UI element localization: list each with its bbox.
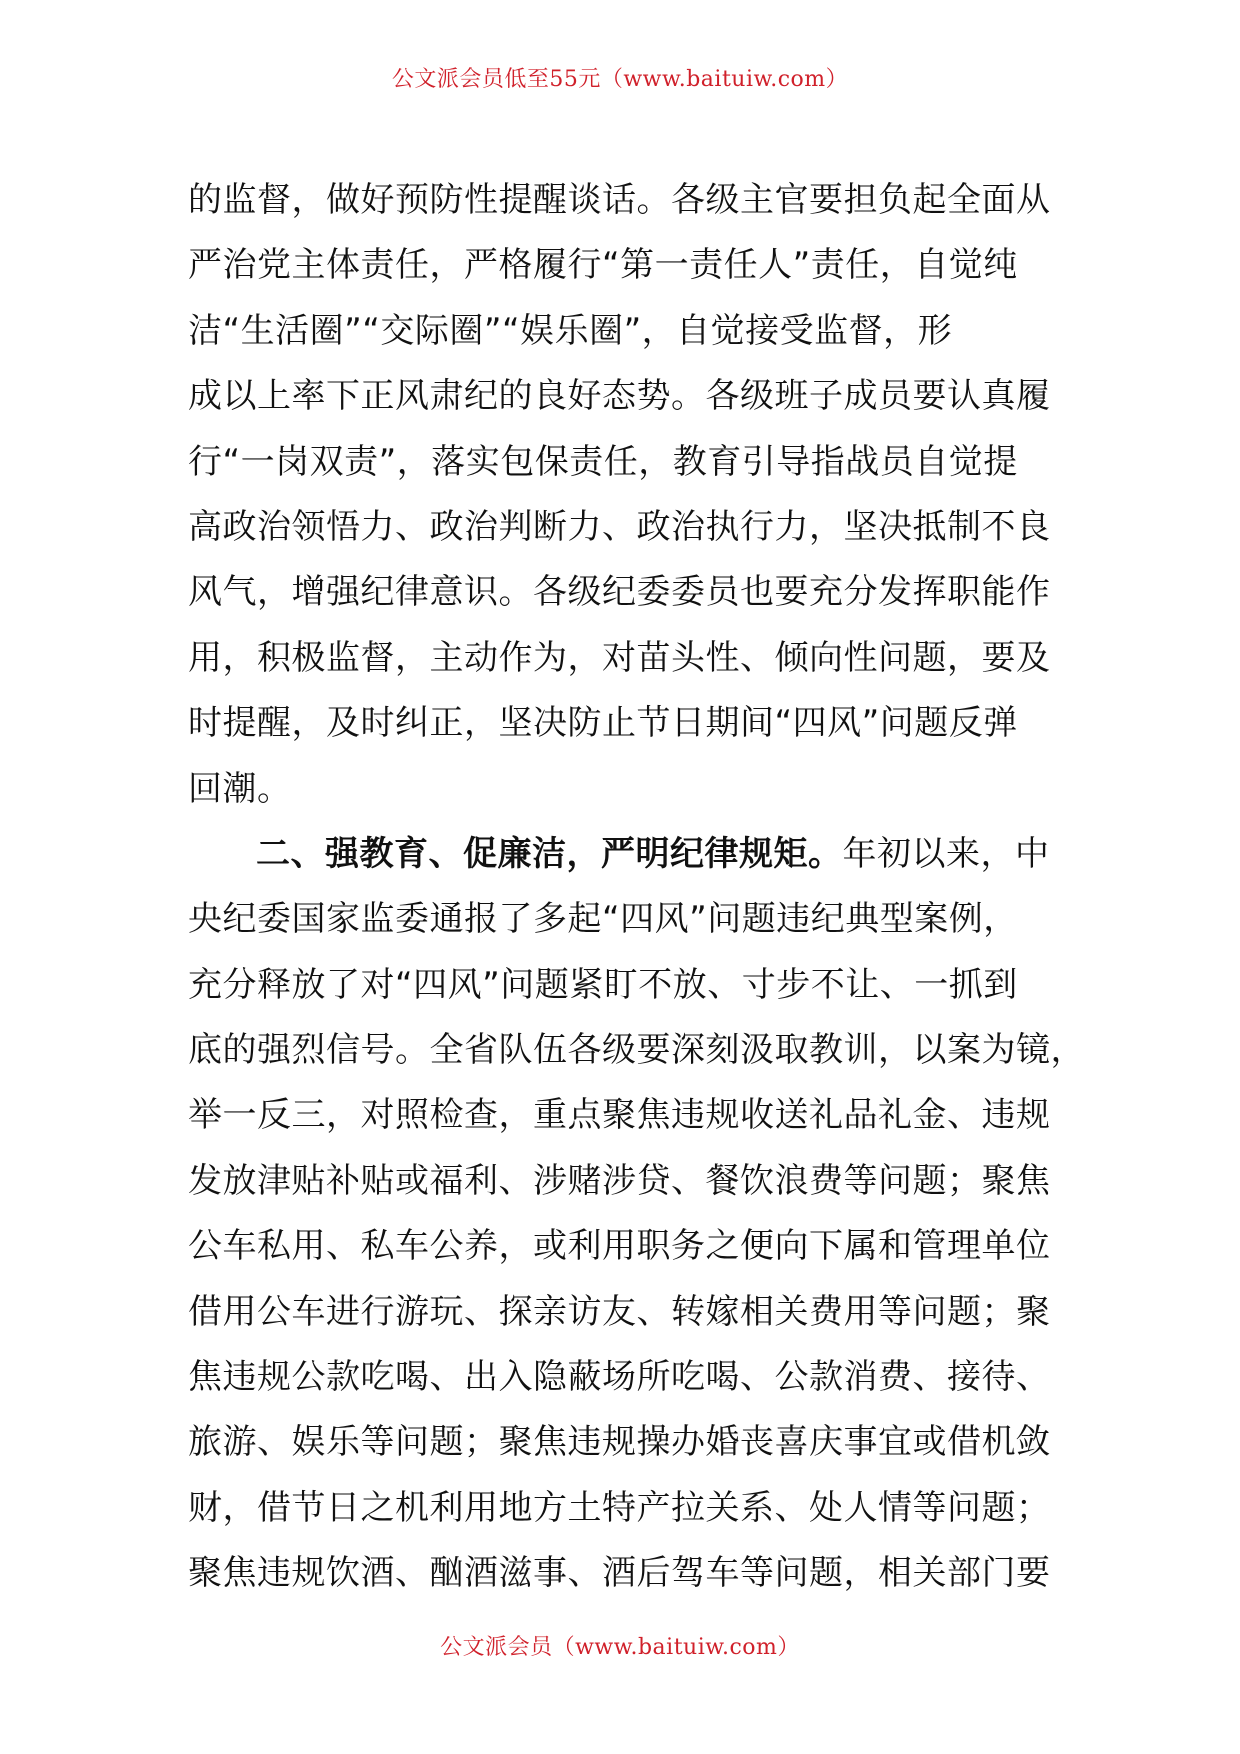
body-line: 央纪委国家监委通报了多起“四风”问题违纪典型案例， — [188, 899, 1018, 940]
document-body — [188, 168, 1085, 1607]
footer-watermark-banner: 公文派会员（www.baituiw.com） — [440, 1635, 800, 1660]
body-line: 严治党主体责任，严格履行“第一责任人”责任，自觉纯 — [188, 245, 1018, 286]
body-line: 财，借节日之机利用地方土特产拉关系、处人情等问题； — [188, 1487, 1051, 1528]
section-2-heading: 二、强教育、促廉洁，严明纪律规矩。 — [256, 833, 843, 874]
body-line: 风气，增强纪律意识。各级纪委委员也要充分发挥职能作 — [188, 572, 1051, 613]
body-line: 成以上率下正风肃纪的良好态势。各级班子成员要认真履 — [188, 376, 1051, 417]
header-watermark-banner: 公文派会员低至55元（www.baituiw.com） — [391, 67, 849, 92]
body-line: 时提醒，及时纠正，坚决防止节日期间“四风”问题反弹 — [188, 703, 1018, 744]
body-line: 旅游、娱乐等问题；聚焦违规操办婚丧喜庆事宜或借机敛 — [188, 1422, 1051, 1463]
body-line: 发放津贴补贴或福利、涉赌涉贷、餐饮浪费等问题；聚焦 — [188, 1160, 1051, 1201]
body-line: 底的强烈信号。全省队伍各级要深刻汲取教训，以案为镜， — [188, 1030, 1085, 1071]
section-2-first-line-text: 年初以来，中 — [842, 833, 1050, 874]
body-line: 聚焦违规饮酒、酗酒滋事、酒后驾车等问题，相关部门要 — [188, 1553, 1051, 1594]
body-line: 用，积极监督，主动作为，对苗头性、倾向性问题，要及 — [188, 637, 1051, 678]
body-line: 行“一岗双责”，落实包保责任，教育引导指战员自觉提 — [188, 441, 1018, 482]
body-line: 回潮。 — [188, 768, 292, 809]
body-line: 举一反三，对照检查，重点聚焦违规收送礼品礼金、违规 — [188, 1095, 1051, 1136]
section-2-first-line — [188, 822, 1068, 887]
body-line: 洁“生活圈”“交际圈”“娱乐圈”，自觉接受监督，形 — [188, 310, 953, 351]
body-line: 高政治领悟力、政治判断力、政治执行力，坚决抵制不良 — [188, 506, 1051, 547]
body-line: 公车私用、私车公养，或利用职务之便向下属和管理单位 — [188, 1226, 1051, 1267]
body-line: 焦违规公款吃喝、出入隐蔽场所吃喝、公款消费、接待、 — [188, 1357, 1051, 1398]
body-line: 充分释放了对“四风”问题紧盯不放、寸步不让、一抓到 — [188, 964, 1018, 1005]
body-line: 的监督，做好预防性提醒谈话。各级主官要担负起全面从 — [188, 180, 1051, 220]
body-line: 借用公车进行游玩、探亲访友、转嫁相关费用等问题；聚 — [188, 1291, 1051, 1332]
